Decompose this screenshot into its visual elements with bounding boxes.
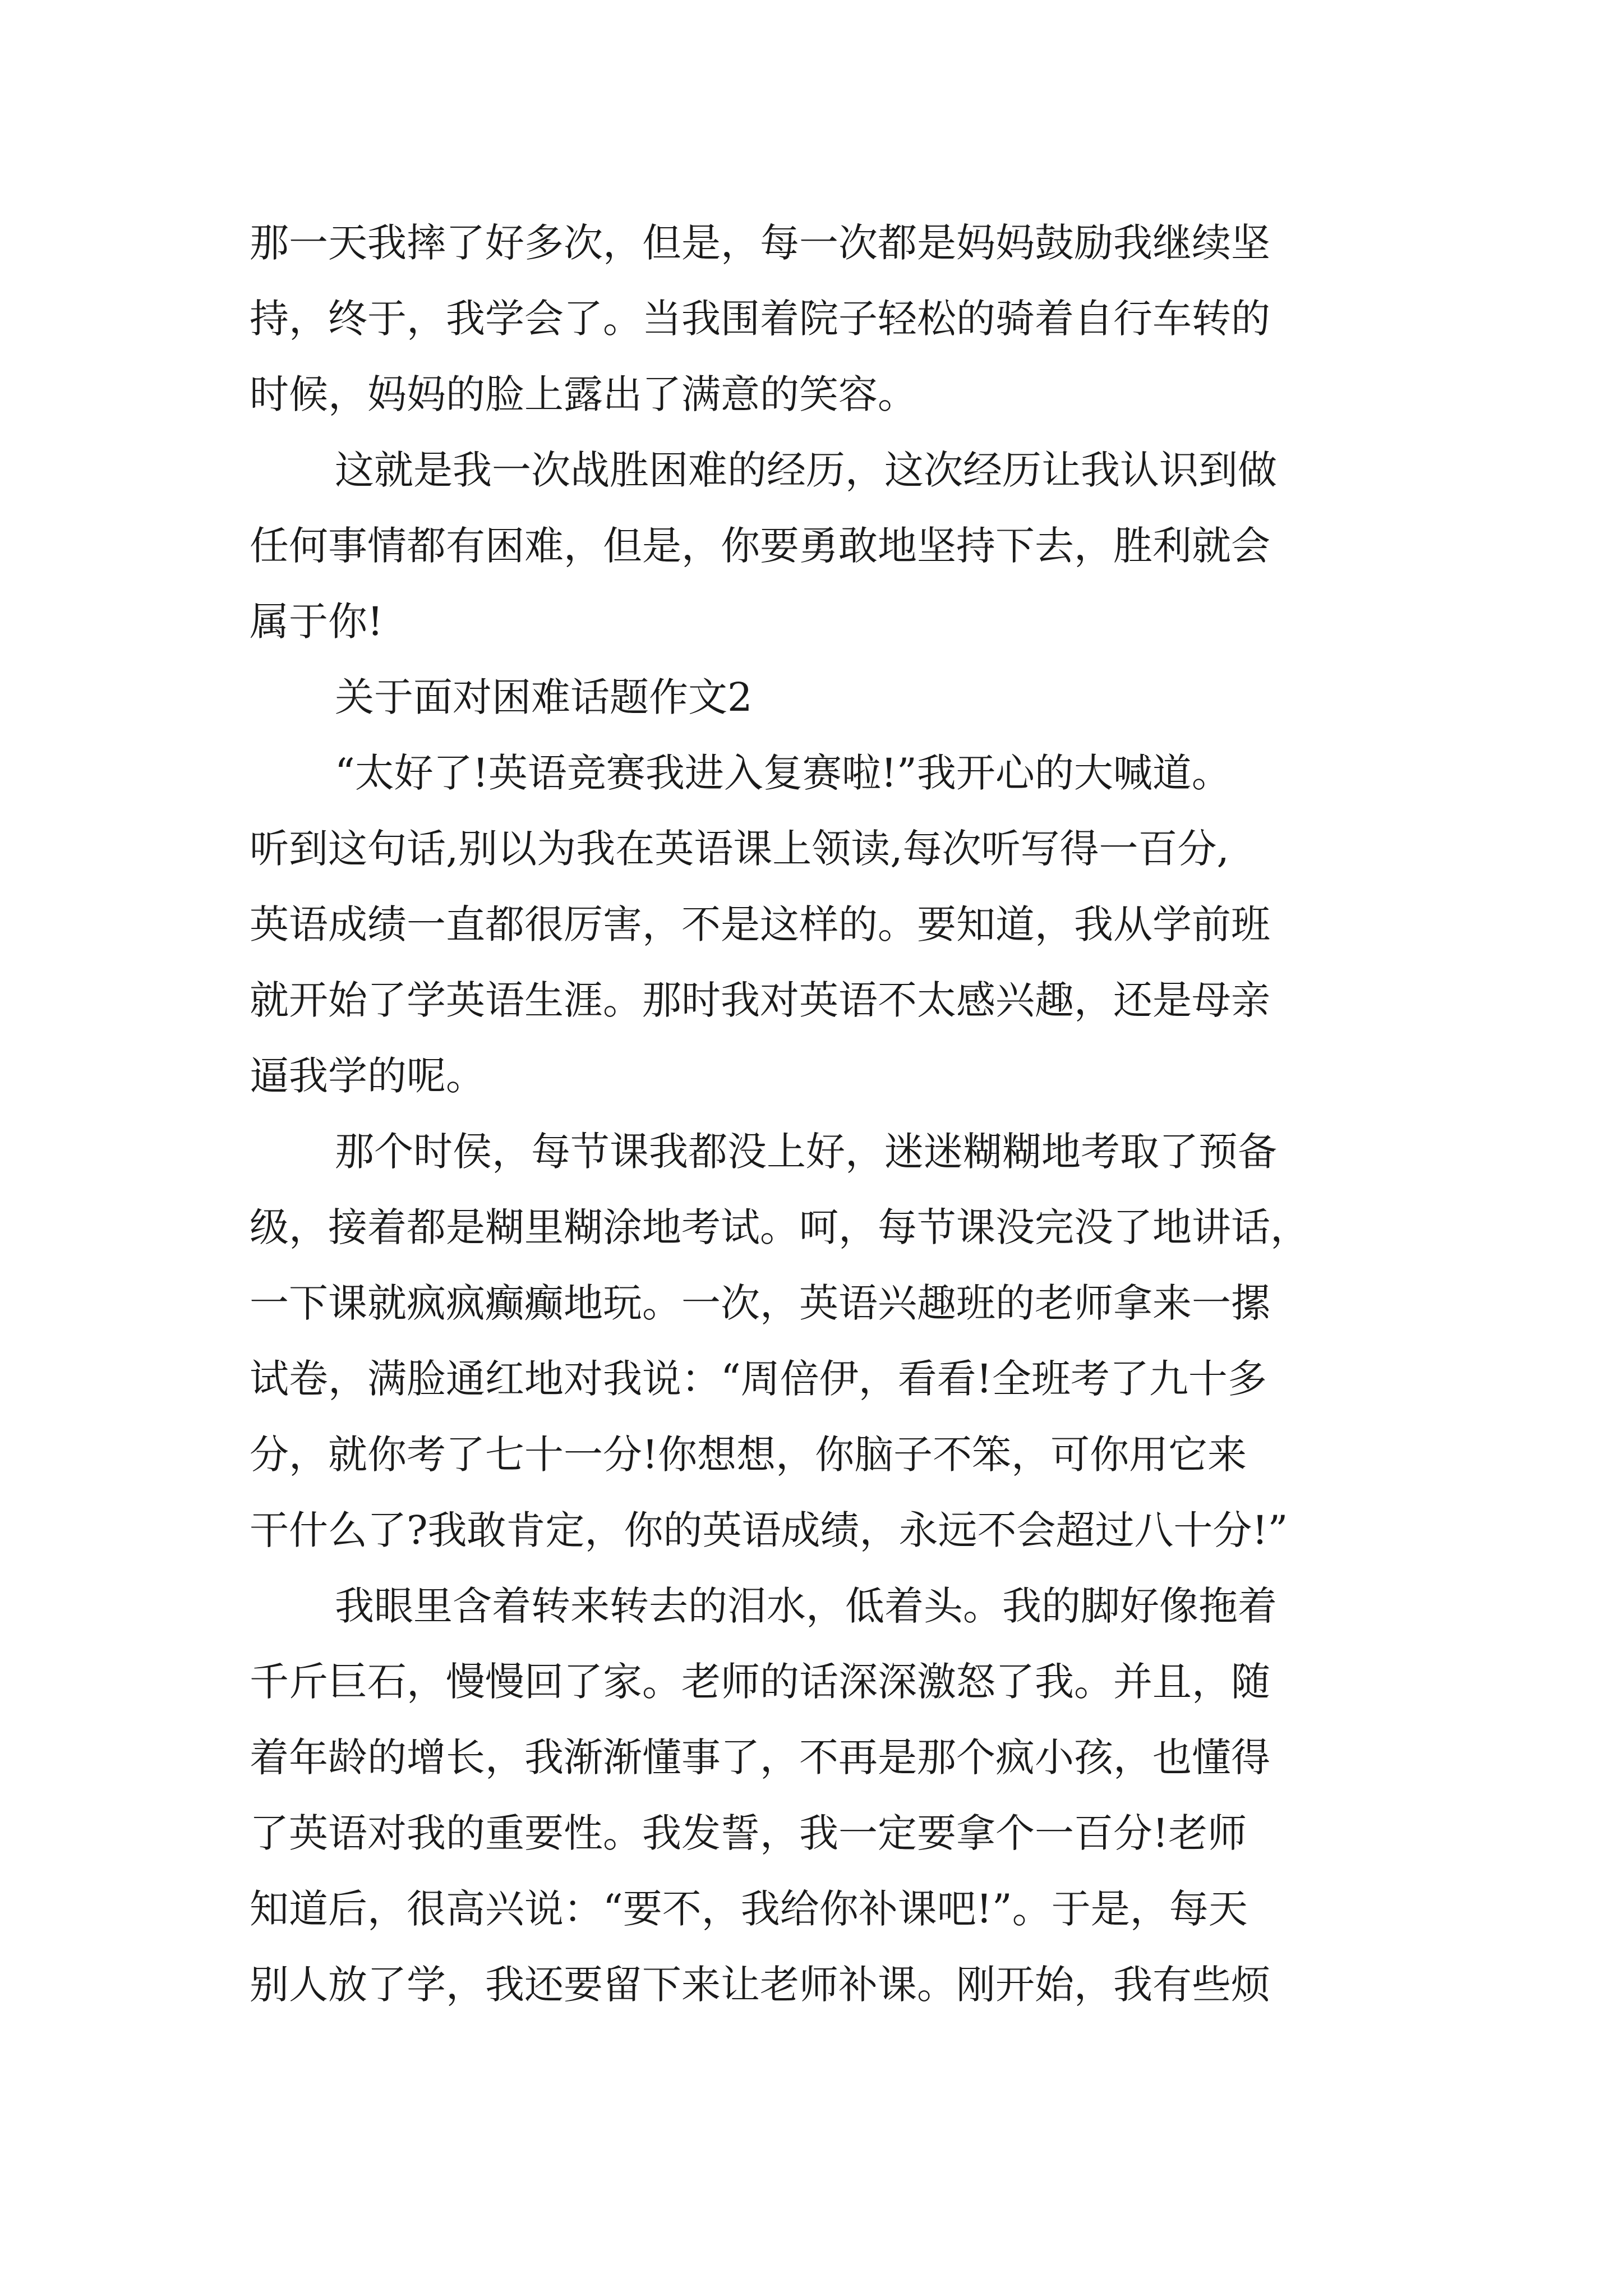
text-line: 任何事情都有困难，但是，你要勇敢地坚持下去，胜利就会 [250,523,1270,569]
text-line: 知道后，很高兴说：“要不，我给你补课吧!”。于是，每天 [250,1886,1248,1932]
text-line: 持，终于，我学会了。当我围着院子轻松的骑着自行车转的 [250,296,1270,342]
text-line: 试卷，满脸通红地对我说：“周倍伊，看看!全班考了九十多 [250,1356,1267,1402]
text-line: 这就是我一次战胜困难的经历，这次经历让我认识到做 [335,447,1277,493]
text-line: 分，就你考了七十一分!你想想，你脑子不笨，可你用它来 [250,1432,1247,1478]
text-line: 千斤巨石，慢慢回了家。老师的话深深激怒了我。并且，随 [250,1659,1270,1705]
section-heading: 关于面对困难话题作文2 [335,674,753,720]
text-line: 属于你! [250,599,384,645]
text-line: 着年龄的增长，我渐渐懂事了，不再是那个疯小孩，也懂得 [250,1734,1270,1780]
text-line: “太好了!英语竞赛我进入复赛啦!”我开心的大喊道。 [335,750,1231,796]
text-line: 我眼里含着转来转去的泪水，低着头。我的脚好像拖着 [335,1583,1277,1629]
text-line: 了英语对我的重要性。我发誓，我一定要拿个一百分!老师 [250,1810,1247,1856]
text-line: 级，接着都是糊里糊涂地考试。呵，每节课没完没了地讲话， [250,1204,1310,1250]
text-line: 听到这句话,别以为我在英语课上领读,每次听写得一百分, [250,826,1229,872]
text-line: 干什么了?我敢肯定，你的英语成绩，永远不会超过八十分!” [250,1507,1288,1553]
text-line: 那个时侯，每节课我都没上好，迷迷糊糊地考取了预备 [335,1129,1277,1175]
text-line: 那一天我摔了好多次，但是，每一次都是妈妈鼓励我继续坚 [250,220,1270,266]
text-line: 就开始了学英语生涯。那时我对英语不太感兴趣，还是母亲 [250,977,1270,1023]
text-line: 逼我学的呢。 [250,1053,485,1099]
text-line: 英语成绩一直都很厉害，不是这样的。要知道，我从学前班 [250,901,1270,947]
text-line: 时候，妈妈的脸上露出了满意的笑容。 [250,371,917,417]
text-line: 别人放了学，我还要留下来让老师补课。刚开始，我有些烦 [250,1962,1270,2008]
text-line: 一下课就疯疯癫癫地玩。一次，英语兴趣班的老师拿来一摞 [250,1280,1270,1326]
